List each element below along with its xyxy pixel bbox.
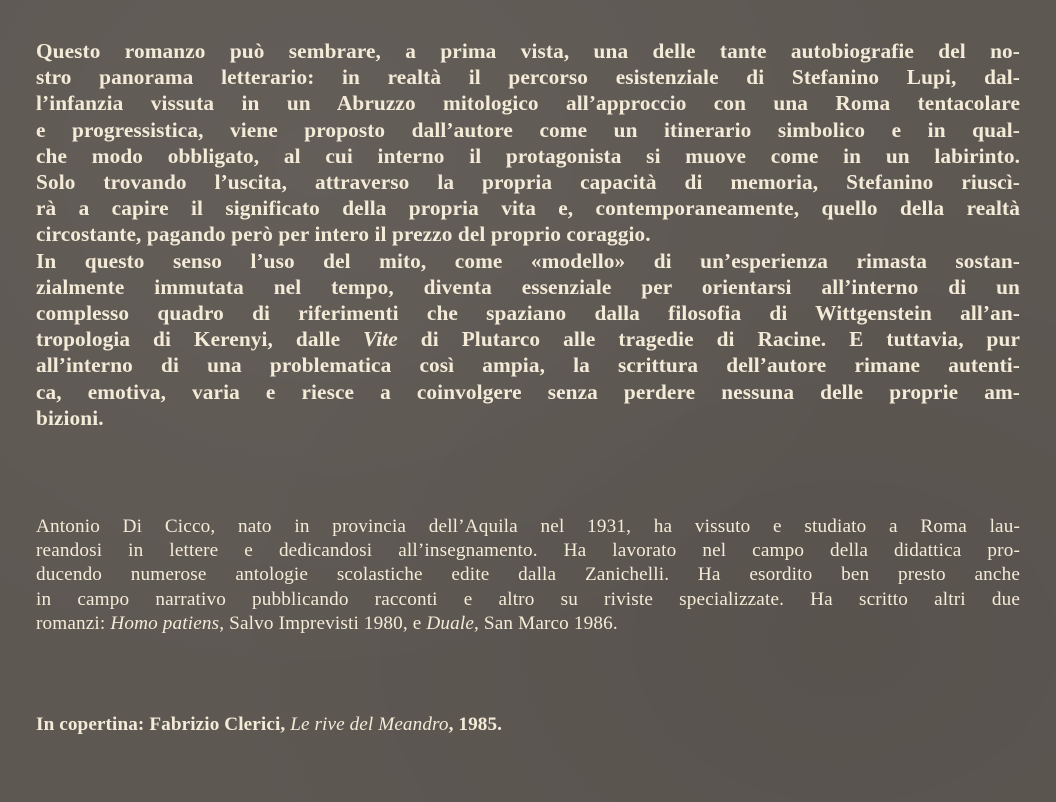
blurb-line: Solo trovando l’uscita, attraverso la propria capacità di memoria, Stefanino riuscì- bbox=[36, 170, 1020, 195]
blurb-line: zialmente immutata nel tempo, diventa essenziale per orientarsi all’interno di un bbox=[36, 274, 1020, 299]
blurb-paragraph bbox=[36, 38, 1020, 431]
artwork-title: Le rive del Meandro bbox=[290, 714, 449, 735]
blurb-text: di Plutarco alle tragedie di Racine. E tuttavia, pur bbox=[397, 327, 1020, 352]
author-bio bbox=[36, 515, 1020, 636]
blurb-line bbox=[36, 326, 1020, 352]
book-title-homo-patiens: Homo patiens bbox=[110, 612, 220, 634]
blurb-line: complesso quadro di riferimenti che spaziano dalla filosofia di Wittgenstein all’an- bbox=[36, 301, 1020, 326]
bio-text: , Salvo Imprevisti 1980, e bbox=[219, 612, 427, 634]
bio-text: romanzi: bbox=[36, 612, 111, 634]
blurb-line: Questo romanzo può sembrare, a prima vista, una delle tante autobiografie del no- bbox=[36, 39, 1020, 63]
bio-line: reandosi in lettere e dedicandosi all’insegnamento. Ha lavorato nel campo della didattica pro- bbox=[36, 540, 1020, 562]
blurb-line: bizioni. bbox=[36, 405, 104, 430]
book-title-duale: Duale bbox=[426, 612, 475, 634]
blurb-text: tropologia di Kerenyi, dalle bbox=[36, 327, 364, 352]
blurb-line: stro panorama letterario: in realtà il percorso esistenziale di Stefanino Lupi, dal- bbox=[36, 65, 1020, 90]
cover-credit-text: , 1985. bbox=[448, 714, 503, 735]
bio-line: Antonio Di Cicco, nato in provincia dell’Aquila nel 1931, ha vissuto e studiato a Roma lau- bbox=[36, 516, 1020, 537]
blurb-line: In questo senso l’uso del mito, come «modello» di un’esperienza rimasta sostan- bbox=[36, 248, 1020, 273]
blurb-line: circostante, pagando però per intero il prezzo del proprio coraggio. bbox=[36, 222, 651, 247]
back-cover-text bbox=[36, 38, 1020, 735]
blurb-line: e progressistica, viene proposto dall’autore come un itinerario simbolico e in qual- bbox=[36, 117, 1020, 142]
bio-line: in campo narrativo pubblicando racconti e altro su riviste specializzate. Ha scritto altri due bbox=[36, 588, 1020, 610]
book-title-vite: Vite bbox=[363, 327, 398, 352]
bio-line: ducendo numerose antologie scolastiche edite dalla Zanichelli. Ha esordito ben presto anche bbox=[36, 564, 1020, 586]
cover-credit-text: In copertina: Fabrizio Clerici, bbox=[36, 714, 291, 735]
blurb-line: l’infanzia vissuta in un Abruzzo mitologico all’approccio con una Roma tentacolare bbox=[36, 91, 1020, 116]
cover-credit-line bbox=[36, 713, 1020, 737]
cover-credit bbox=[36, 713, 1020, 737]
blurb-line: che modo obbligato, al cui interno il protagonista si muove come in un labirinto. bbox=[36, 143, 1020, 168]
blurb-line: rà a capire il significato della propria vita e, contemporaneamente, quello della realtà bbox=[36, 196, 1020, 221]
bio-text: , San Marco 1986. bbox=[474, 612, 618, 634]
blurb-line: ca, emotiva, varia e riesce a coinvolgere senza perdere nessuna delle proprie am- bbox=[36, 379, 1020, 404]
bio-line bbox=[36, 612, 1020, 636]
blurb-line: all’interno di una problematica così ampia, la scrittura dell’autore rimane autenti- bbox=[36, 353, 1020, 378]
